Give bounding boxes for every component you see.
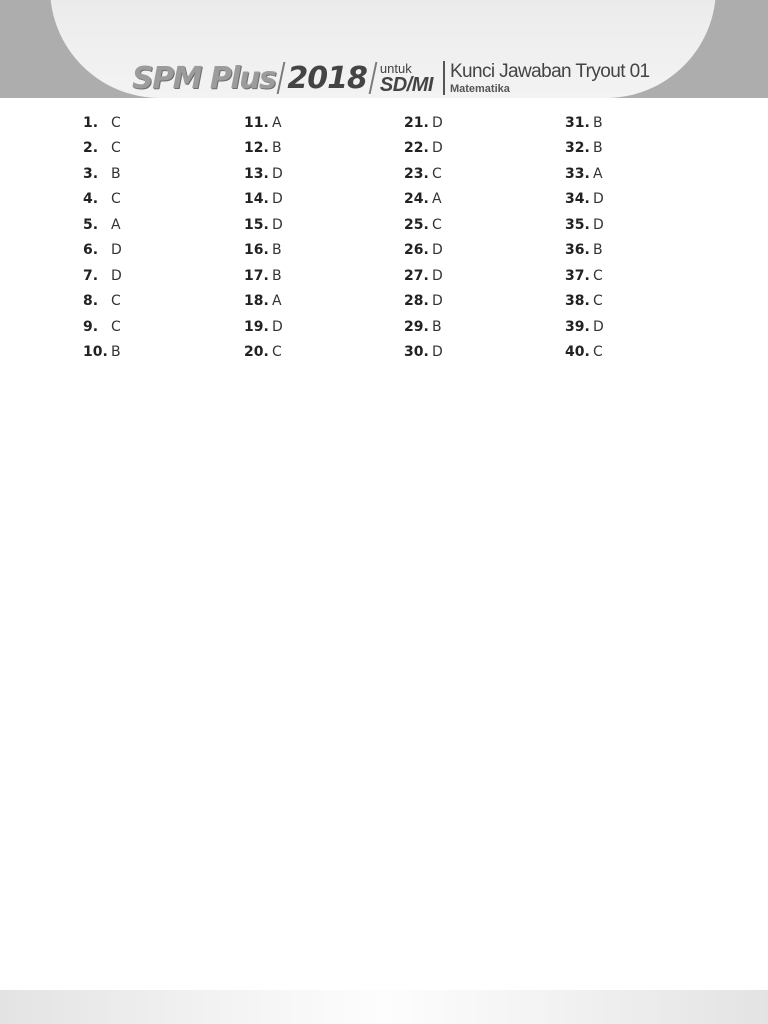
answer-item (565, 110, 725, 136)
answer-letter: D (593, 191, 604, 208)
question-number: 37. (565, 267, 590, 284)
question-number: 5. (83, 216, 99, 233)
answer-item (404, 238, 564, 264)
answer-letter: B (272, 140, 282, 157)
question-number: 20. (244, 344, 269, 361)
question-number: 24. (404, 191, 429, 208)
question-number: 21. (404, 114, 429, 131)
answer-letter: D (593, 318, 604, 335)
answer-letter: D (593, 216, 604, 233)
header-brand (132, 58, 650, 98)
answer-letter: C (111, 318, 121, 335)
question-number: 3. (83, 165, 99, 182)
answer-letter: B (111, 165, 121, 182)
answer-letter: D (272, 165, 283, 182)
answer-letter: A (432, 191, 442, 208)
answer-item (83, 136, 243, 162)
answer-item (244, 238, 404, 264)
answer-letter: A (272, 293, 282, 310)
answer-item (244, 136, 404, 162)
question-number: 11. (244, 114, 269, 131)
answer-letter: C (432, 216, 442, 233)
answer-column (404, 110, 564, 365)
answer-item (565, 212, 725, 238)
answer-item (404, 314, 564, 340)
question-number: 2. (83, 140, 99, 157)
answer-item (565, 187, 725, 213)
answer-item (244, 263, 404, 289)
answer-item (404, 110, 564, 136)
answer-item (404, 187, 564, 213)
question-number: 13. (244, 165, 269, 182)
answer-item (404, 289, 564, 315)
answer-item (404, 161, 564, 187)
question-number: 29. (404, 318, 429, 335)
brand-target (380, 62, 433, 95)
brand-untuk: untuk (379, 60, 412, 76)
answer-letter: A (272, 114, 282, 131)
page-header (0, 0, 768, 98)
answer-item (244, 187, 404, 213)
page-footer (0, 990, 768, 1024)
answer-item (83, 187, 243, 213)
header-divider (443, 61, 445, 95)
answer-letter: B (593, 242, 603, 259)
answer-letter: D (432, 242, 443, 259)
brand-spm-plus: SPM Plus (132, 60, 276, 96)
question-number: 28. (404, 293, 429, 310)
header-title-block (450, 62, 650, 95)
question-number: 4. (83, 191, 99, 208)
answer-item (83, 340, 243, 366)
brand-level: SD/MI (379, 73, 433, 96)
answer-column (565, 110, 725, 365)
question-number: 35. (565, 216, 590, 233)
question-number: 16. (244, 242, 269, 259)
answer-letter: C (111, 140, 121, 157)
answer-letter: A (111, 216, 121, 233)
answer-letter: C (432, 165, 442, 182)
answer-item (565, 136, 725, 162)
page-title: Kunci Jawaban Tryout 01 (449, 60, 650, 82)
answer-letter: D (111, 267, 122, 284)
answer-letter: C (593, 267, 603, 284)
answer-item (83, 238, 243, 264)
answer-item (404, 340, 564, 366)
answer-item (404, 263, 564, 289)
answer-item (244, 161, 404, 187)
answer-letter: C (111, 293, 121, 310)
question-number: 8. (83, 293, 99, 310)
question-number: 9. (83, 318, 99, 335)
question-number: 25. (404, 216, 429, 233)
answer-item (83, 161, 243, 187)
answer-letter: C (593, 344, 603, 361)
answer-item (83, 212, 243, 238)
question-number: 23. (404, 165, 429, 182)
answer-letter: B (432, 318, 442, 335)
brand-slash-divider (277, 62, 286, 94)
answer-letter: B (272, 267, 282, 284)
question-number: 14. (244, 191, 269, 208)
question-number: 34. (565, 191, 590, 208)
question-number: 38. (565, 293, 590, 310)
answer-item (83, 110, 243, 136)
answer-column (83, 110, 243, 365)
question-number: 32. (565, 140, 590, 157)
question-number: 27. (404, 267, 429, 284)
answer-letter: D (432, 114, 443, 131)
question-number: 26. (404, 242, 429, 259)
answer-letter: B (111, 344, 121, 361)
question-number: 40. (565, 344, 590, 361)
answer-item (404, 212, 564, 238)
answer-item (244, 289, 404, 315)
question-number: 6. (83, 242, 99, 259)
answer-letter: D (432, 293, 443, 310)
answer-item (244, 314, 404, 340)
answer-item (244, 110, 404, 136)
question-number: 12. (244, 140, 269, 157)
answer-column (244, 110, 404, 365)
answer-letter: B (593, 140, 603, 157)
question-number: 15. (244, 216, 269, 233)
question-number: 31. (565, 114, 590, 131)
question-number: 36. (565, 242, 590, 259)
answer-item (565, 340, 725, 366)
question-number: 33. (565, 165, 590, 182)
answer-letter: D (432, 344, 443, 361)
answer-letter: D (432, 140, 443, 157)
question-number: 19. (244, 318, 269, 335)
brand-slash-divider (368, 62, 377, 94)
brand-year: 2018 (287, 60, 367, 96)
answer-item (565, 263, 725, 289)
answer-letter: B (593, 114, 603, 131)
answer-letter: A (593, 165, 603, 182)
answer-letter: D (111, 242, 122, 259)
answer-letter: D (432, 267, 443, 284)
question-number: 7. (83, 267, 99, 284)
answer-item (83, 263, 243, 289)
answer-item (83, 314, 243, 340)
answer-letter: C (593, 293, 603, 310)
answer-letter: C (272, 344, 282, 361)
answer-letter: D (272, 318, 283, 335)
question-number: 10. (83, 344, 108, 361)
question-number: 1. (83, 114, 99, 131)
question-number: 30. (404, 344, 429, 361)
answer-item (404, 136, 564, 162)
answer-item (565, 314, 725, 340)
answer-letter: C (111, 191, 121, 208)
answer-item (565, 289, 725, 315)
answer-item (565, 161, 725, 187)
answer-letter: D (272, 216, 283, 233)
page-subtitle: Matematika (449, 82, 510, 95)
answer-letter: C (111, 114, 121, 131)
answer-letter: D (272, 191, 283, 208)
question-number: 39. (565, 318, 590, 335)
answer-item (83, 289, 243, 315)
question-number: 22. (404, 140, 429, 157)
answer-item (244, 212, 404, 238)
answer-letter: B (272, 242, 282, 259)
answer-item (244, 340, 404, 366)
question-number: 18. (244, 293, 269, 310)
question-number: 17. (244, 267, 269, 284)
answer-item (565, 238, 725, 264)
